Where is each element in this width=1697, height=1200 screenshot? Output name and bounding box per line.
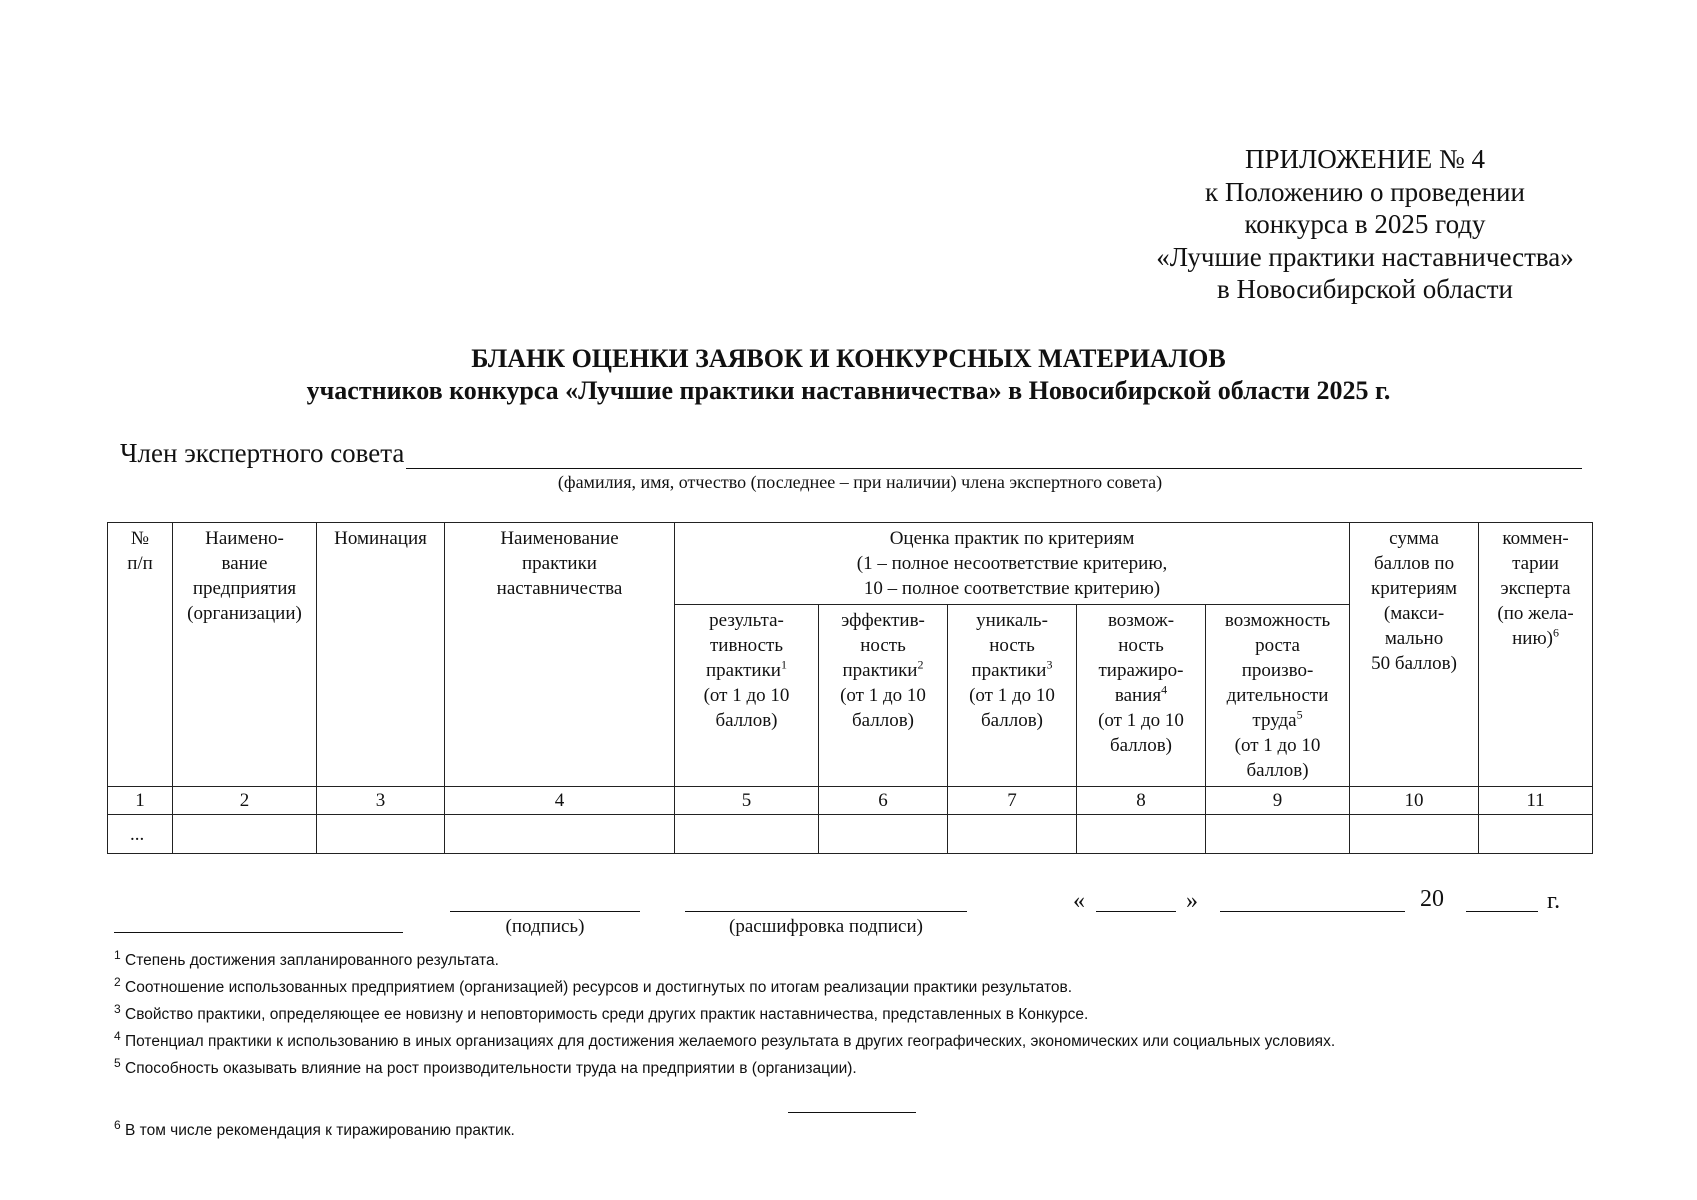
header-nomination: Номинация — [317, 523, 445, 787]
header-replicability: возмож- ность тиражиро- вания$^4$ (от 1 до 10 баллов) — [1077, 605, 1206, 787]
signature-decode-line[interactable] — [685, 911, 967, 912]
column-number: 6 — [819, 787, 948, 815]
footnote-divider — [788, 1112, 916, 1113]
table-cell[interactable] — [1350, 815, 1479, 854]
table-cell[interactable] — [445, 815, 675, 854]
left-signature-line[interactable] — [114, 932, 403, 933]
table-cell[interactable] — [948, 815, 1077, 854]
footnote: $^1$ Степень достижения запланированного результата. — [114, 947, 499, 969]
appendix-block — [1110, 143, 1620, 306]
table-cell[interactable] — [1206, 815, 1350, 854]
header-number: № п/п — [108, 523, 173, 787]
column-number: 2 — [173, 787, 317, 815]
header-practice-name: Наименование практики наставничества — [445, 523, 675, 787]
signature-line[interactable] — [450, 911, 640, 912]
column-numbers-row — [108, 787, 1593, 815]
ellipsis-cell: ... — [108, 815, 173, 854]
column-number: 11 — [1479, 787, 1593, 815]
document-title — [0, 343, 1697, 407]
table-row — [108, 815, 1593, 854]
appendix-line: к Положению о проведении — [1205, 176, 1525, 207]
table-cell[interactable] — [1479, 815, 1593, 854]
title-line-1: БЛАНК ОЦЕНКИ ЗАЯВОК И КОНКУРСНЫХ МАТЕРИАЛОВ — [471, 344, 1226, 373]
date-year-suffix: г. — [1547, 888, 1561, 914]
appendix-line: в Новосибирской области — [1216, 274, 1514, 304]
footnote: $^3$ Свойство практики, определяющее ее новизну и неповторимость среди других практик наставничества, представленных в Конкурсе. — [114, 1001, 1089, 1023]
table-cell[interactable] — [1077, 815, 1206, 854]
column-number: 9 — [1206, 787, 1350, 815]
header-organization: Наимено- вание предприятия (организации) — [173, 523, 317, 787]
column-number: 5 — [675, 787, 819, 815]
header-expert-comments: коммен- тарии эксперта (по жела- нию)$^6$ — [1479, 523, 1593, 787]
header-productivity-growth: возможность роста произво- дительности труда$^5$ (от 1 до 10 баллов) — [1206, 605, 1350, 787]
date-year-prefix: 20 — [1420, 886, 1444, 912]
date-day-line[interactable] — [1096, 911, 1176, 912]
footnote: $^4$ Потенциал практики к использованию в иных организациях для достижения желаемого результата в других географических, экономических или социальных условиях. — [114, 1028, 1336, 1050]
header-uniqueness: уникаль- ность практики$^3$ (от 1 до 10 баллов) — [948, 605, 1077, 787]
header-efficiency: эффектив- ность практики$^2$ (от 1 до 10 баллов) — [819, 605, 948, 787]
date-quote-close: » — [1186, 888, 1198, 914]
column-number: 7 — [948, 787, 1077, 815]
expert-member-label: Член экспертного совета — [120, 438, 405, 468]
expert-member-name-field[interactable] — [406, 444, 1582, 469]
footnote: $^6$ В том числе рекомендация к тиражированию практик. — [114, 1117, 515, 1139]
signature-caption: (подпись) — [505, 916, 585, 937]
date-month-line[interactable] — [1220, 911, 1405, 912]
header-total-score: сумма баллов по критериям (макси- мально 50 баллов) — [1350, 523, 1479, 787]
table-cell[interactable] — [317, 815, 445, 854]
table-cell[interactable] — [675, 815, 819, 854]
date-quote-open: « — [1073, 888, 1085, 914]
table-cell[interactable] — [173, 815, 317, 854]
evaluation-table — [107, 522, 1593, 854]
appendix-line: конкурса в 2025 году — [1244, 209, 1486, 239]
column-number: 3 — [317, 787, 445, 815]
header-criteria-group: Оценка практик по критериям (1 – полное несоответствие критерию, 10 – полное соответствие критерию) — [675, 523, 1350, 605]
title-line-2: участников конкурса «Лучшие практики наставничества» в Новосибирской области 2025 г. — [306, 376, 1391, 405]
table-cell[interactable] — [819, 815, 948, 854]
date-year-line[interactable] — [1466, 911, 1538, 912]
footnote: $^2$ Соотношение использованных предприятием (организацией) ресурсов и достигнутых по итогам реализации практики результатов. — [114, 974, 1073, 996]
column-number: 4 — [445, 787, 675, 815]
column-number: 1 — [108, 787, 173, 815]
footnote: $^5$ Способность оказывать влияние на рост производительности труда на предприятии в (организации). — [114, 1055, 857, 1077]
expert-member-hint: (фамилия, имя, отчество (последнее – при наличии) члена экспертного совета) — [557, 472, 1163, 492]
footnotes — [114, 947, 1336, 1087]
column-number: 8 — [1077, 787, 1206, 815]
header-effectiveness-result: результа- тивность практики$^1$ (от 1 до 10 баллов) — [675, 605, 819, 787]
table-header-row — [108, 523, 1593, 605]
signature-decode-caption: (расшифровка подписи) — [729, 916, 923, 937]
appendix-line: «Лучшие практики наставничества» — [1156, 241, 1574, 272]
expert-member-row — [120, 438, 1582, 469]
appendix-line: ПРИЛОЖЕНИЕ № 4 — [1244, 144, 1486, 174]
column-number: 10 — [1350, 787, 1479, 815]
